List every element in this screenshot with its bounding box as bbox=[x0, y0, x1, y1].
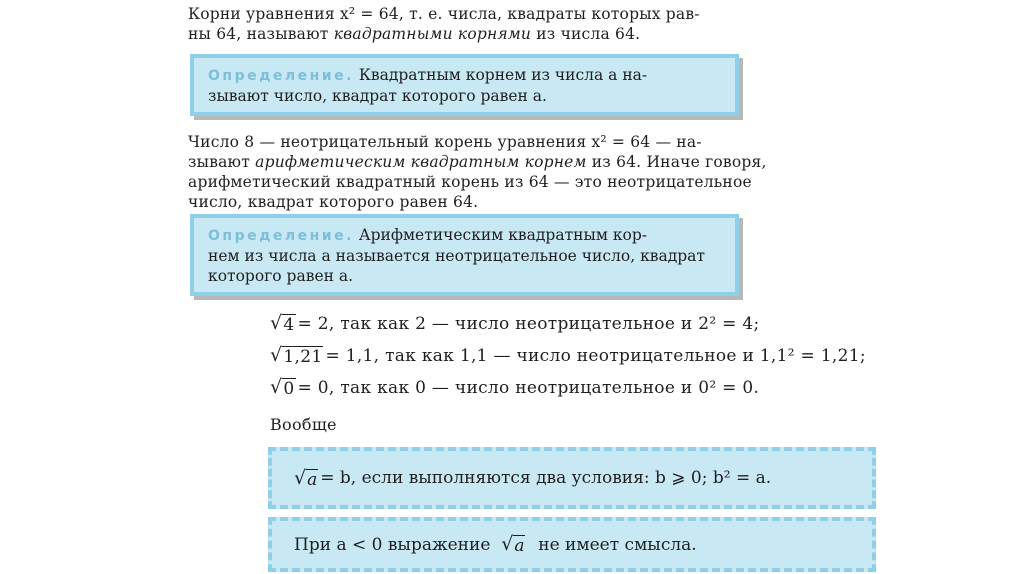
arithmetic-root-paragraph bbox=[188, 132, 767, 212]
definition-1-label: Определение. bbox=[208, 68, 354, 84]
rule-box-definition bbox=[268, 447, 876, 509]
definition-2-line-3: которого равен a. bbox=[208, 267, 354, 285]
intro-line-2 bbox=[188, 24, 736, 44]
example-sqrt-1-21 bbox=[270, 344, 866, 368]
para2-line-1: Число 8 — неотрицательный корень уравнения x² = 64 — на- bbox=[188, 133, 702, 151]
rule-2-end: не имеет смысла. bbox=[538, 534, 697, 555]
sqrt-symbol: √ a bbox=[501, 533, 525, 556]
intro-line-1: Корни уравнения x² = 64, т. е. числа, квадраты которых рав- bbox=[188, 5, 700, 23]
term-square-roots: квадратными корнями bbox=[333, 25, 532, 43]
para2-line-2-end: из 64. Иначе говоря, bbox=[586, 153, 767, 171]
definition-2-label: Определение. bbox=[208, 228, 354, 244]
rule-2-start: При a < 0 выражение bbox=[294, 534, 491, 555]
sqrt-symbol: √ 4 bbox=[270, 312, 295, 335]
para2-line-3: арифметический квадратный корень из 64 — это неотрицательное bbox=[188, 173, 752, 191]
para2-line-2 bbox=[188, 152, 767, 172]
sqrt-symbol: √ 0 bbox=[270, 376, 295, 399]
example-3-text: = 0, так как 0 — число неотрицательное и 0² = 0. bbox=[297, 378, 760, 398]
rule-box-negative bbox=[268, 517, 876, 572]
definition-2-line-1 bbox=[208, 225, 721, 246]
term-arithmetic-root: арифметическим квадратным корнем bbox=[255, 153, 587, 171]
definition-2-text-1: Арифметическим квадратным кор- bbox=[358, 226, 648, 244]
para2-line-4: число, квадрат которого равен 64. bbox=[188, 193, 479, 211]
sqrt-symbol: √ a bbox=[294, 466, 318, 490]
example-sqrt-4 bbox=[270, 312, 760, 336]
definition-1-line-2: зывают число, квадрат которого равен a. bbox=[208, 87, 547, 105]
general-heading: Вообще bbox=[270, 415, 337, 434]
para2-line-2-start: зывают bbox=[188, 153, 256, 171]
intro-line-2-start: ны 64, называют bbox=[188, 25, 334, 43]
intro-paragraph bbox=[188, 4, 736, 44]
example-sqrt-0 bbox=[270, 376, 759, 400]
definition-1-text-1: Квадратным корнем из числа a на- bbox=[358, 66, 648, 84]
definition-box-2 bbox=[190, 214, 739, 296]
example-2-text: = 1,1, так как 1,1 — число неотрицательное и 1,1² = 1,21; bbox=[325, 346, 866, 366]
definition-box-1 bbox=[190, 54, 739, 116]
rule-1-text: = b, если выполняются два условия: b ⩾ 0; b² = a. bbox=[320, 468, 772, 488]
definition-1-line-1 bbox=[208, 65, 721, 86]
definition-2-line-2: нем из числа a называется неотрицательное число, квадрат bbox=[208, 247, 705, 265]
intro-line-2-end: из числа 64. bbox=[531, 25, 641, 43]
example-1-text: = 2, так как 2 — число неотрицательное и 2² = 4; bbox=[297, 314, 760, 334]
sqrt-symbol: √ 1,21 bbox=[270, 344, 323, 367]
